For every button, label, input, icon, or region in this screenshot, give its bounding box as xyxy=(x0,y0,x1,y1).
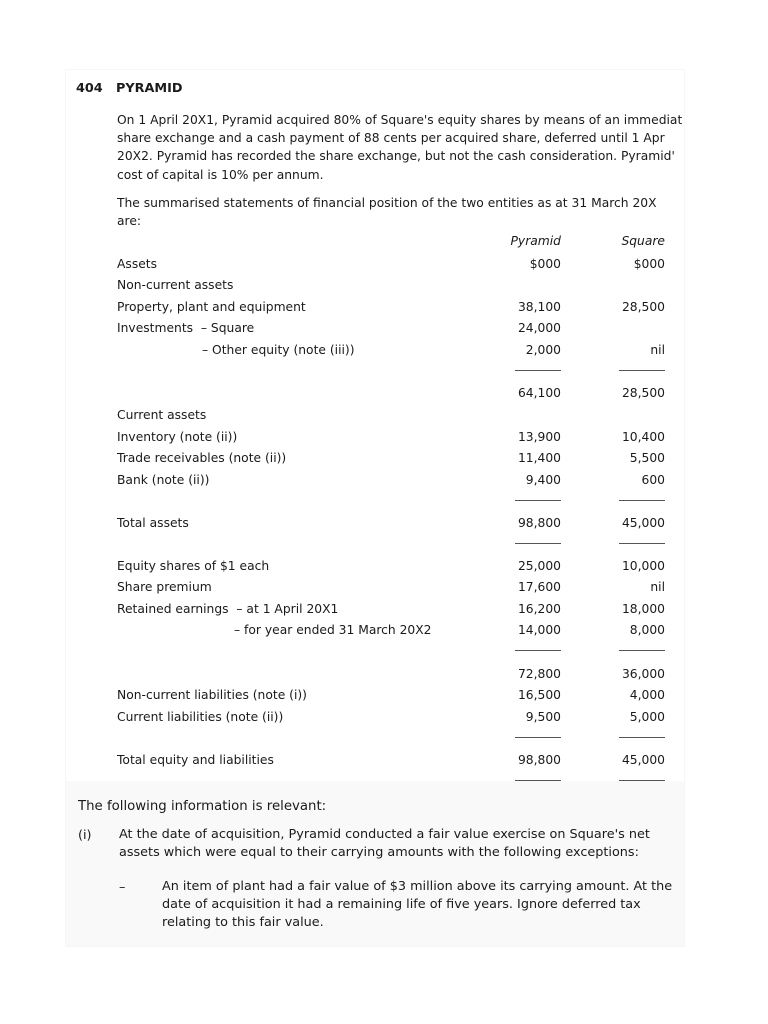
row-value-pyramid: 9,500 xyxy=(525,710,561,724)
question-title: PYRAMID xyxy=(116,81,183,96)
row-value-pyramid: 11,400 xyxy=(517,451,561,465)
row-value-pyramid: 9,400 xyxy=(525,473,561,487)
bullet-line: relating to this fair value. xyxy=(162,915,324,931)
subtotal-rule xyxy=(515,737,561,738)
row-value-pyramid: 98,800 xyxy=(517,753,561,767)
row-value-pyramid: 24,000 xyxy=(517,321,561,335)
row-value-pyramid: 98,800 xyxy=(517,516,561,530)
summary-line: are: xyxy=(117,214,142,229)
info-heading: The following information is relevant: xyxy=(78,799,327,814)
subtotal-rule xyxy=(619,737,665,738)
row-value-square: 45,000 xyxy=(621,516,665,530)
row-value-square: 10,400 xyxy=(621,430,665,444)
total-rule xyxy=(619,543,665,544)
total-rule xyxy=(515,543,561,544)
question-number: 404 xyxy=(76,81,103,96)
subtotal-rule xyxy=(619,370,665,371)
row-value-pyramid: 72,800 xyxy=(517,667,561,681)
row-value-pyramid: 14,000 xyxy=(517,623,561,637)
row-label: Non-current assets xyxy=(117,278,234,292)
row-value-square: 5,500 xyxy=(629,451,665,465)
row-value-pyramid: 13,900 xyxy=(517,430,561,444)
row-value-square: 8,000 xyxy=(629,623,665,637)
col-unit-square: $000 xyxy=(633,257,665,271)
row-value-pyramid: 64,100 xyxy=(517,386,561,400)
summary-paragraph xyxy=(117,194,684,230)
row-value-pyramid: 16,500 xyxy=(517,688,561,702)
row-value-pyramid: 38,100 xyxy=(517,300,561,314)
row-label: – for year ended 31 March 20X2 xyxy=(234,623,432,637)
row-label: Current assets xyxy=(117,408,207,422)
row-value-square: 4,000 xyxy=(629,688,665,702)
row-value-square: 28,500 xyxy=(621,300,665,314)
intro-line: cost of capital is 10% per annum. xyxy=(117,167,324,182)
row-value-pyramid: 2,000 xyxy=(525,343,561,357)
row-label: Bank (note (ii)) xyxy=(117,473,210,487)
row-value-square: 28,500 xyxy=(621,386,665,400)
row-value-square: 600 xyxy=(641,473,665,487)
subtotal-rule xyxy=(515,650,561,651)
col-header-square: Square xyxy=(621,234,665,248)
note-i-line: At the date of acquisition, Pyramid conducted a fair value exercise on Square's net xyxy=(119,827,650,842)
intro-line: On 1 April 20X1, Pyramid acquired 80% of Square's equity shares by means of an immediat xyxy=(117,113,683,127)
subtotal-rule xyxy=(515,500,561,501)
row-label: – Other equity (note (iii)) xyxy=(202,343,355,357)
row-label: Property, plant and equipment xyxy=(117,300,306,314)
row-value-square: 18,000 xyxy=(621,602,665,616)
note-i-marker: (i) xyxy=(78,828,92,843)
subtotal-rule xyxy=(515,370,561,371)
row-label: Trade receivables (note (ii)) xyxy=(117,451,287,465)
row-label: Inventory (note (ii)) xyxy=(117,430,238,444)
subtotal-rule xyxy=(619,500,665,501)
row-value-square: 36,000 xyxy=(621,667,665,681)
row-label: Equity shares of $1 each xyxy=(117,559,270,573)
row-value-square: 10,000 xyxy=(621,559,665,573)
bullet-dash: – xyxy=(119,880,126,895)
intro-line: 20X2. Pyramid has recorded the share exchange, but not the cash consideration. Pyramid' xyxy=(117,149,675,164)
intro-paragraph xyxy=(117,111,684,184)
total-rule xyxy=(515,780,561,781)
assets-heading: Assets xyxy=(117,257,158,271)
row-value-square: 45,000 xyxy=(621,753,665,767)
col-unit-pyramid: $000 xyxy=(529,257,561,271)
total-rule xyxy=(619,780,665,781)
note-i-line: assets which were equal to their carrying amounts with the following exceptions: xyxy=(119,845,639,861)
row-label: Retained earnings – at 1 April 20X1 xyxy=(117,602,339,616)
row-value-pyramid: 25,000 xyxy=(517,559,561,573)
row-label: Total assets xyxy=(117,516,189,530)
row-value-square: 5,000 xyxy=(629,710,665,724)
bullet-text xyxy=(162,878,672,933)
bullet-line: An item of plant had a fair value of $3 million above its carrying amount. At the xyxy=(162,879,673,894)
intro-line: share exchange and a cash payment of 88 cents per acquired share, deferred until 1 Apr xyxy=(117,131,665,146)
row-label: Total equity and liabilities xyxy=(117,753,274,767)
document-page xyxy=(66,70,684,946)
row-value-square: nil xyxy=(650,580,665,594)
bullet-line: date of acquisition it had a remaining life of five years. Ignore deferred tax xyxy=(162,897,641,913)
summary-line: The summarised statements of financial position of the two entities as at 31 March 20X xyxy=(117,196,657,210)
row-label: Non-current liabilities (note (i)) xyxy=(117,688,307,702)
col-header-pyramid: Pyramid xyxy=(510,234,561,248)
note-i-text xyxy=(119,826,650,862)
row-value-square: nil xyxy=(650,343,665,357)
row-label: Current liabilities (note (ii)) xyxy=(117,710,284,724)
row-value-pyramid: 16,200 xyxy=(517,602,561,616)
row-value-pyramid: 17,600 xyxy=(517,580,561,594)
row-label: Share premium xyxy=(117,580,212,594)
row-label: Investments – Square xyxy=(117,321,255,335)
subtotal-rule xyxy=(619,650,665,651)
